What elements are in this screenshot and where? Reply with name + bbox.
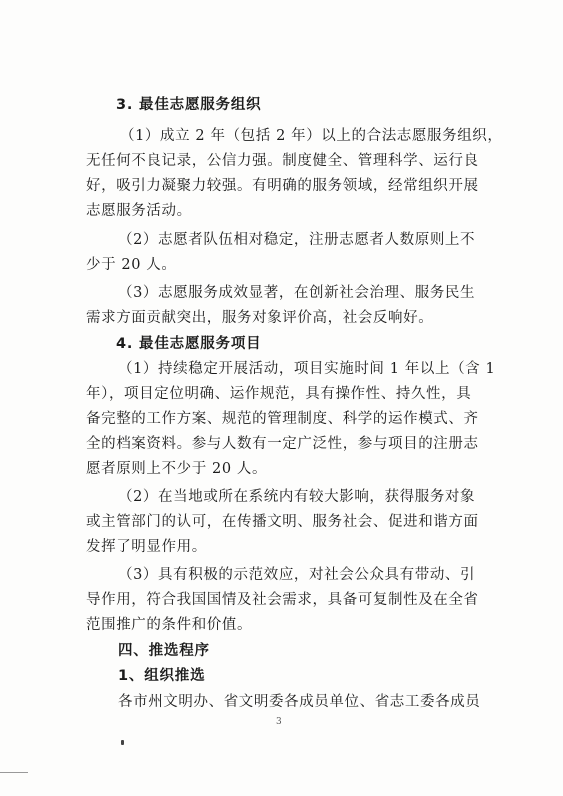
paragraph-line: （3）志愿服务成效显著，在创新社会治理、服务民生 bbox=[118, 285, 476, 301]
paragraph-line: （3）具有积极的示范效应，对社会公众具有带动、引 bbox=[118, 567, 476, 583]
paragraph-line: 需求方面贡献突出，服务对象评价高，社会反响好。 bbox=[86, 310, 434, 326]
paragraph-line: 志愿服务活动。 bbox=[86, 203, 192, 219]
paragraph-line: 年），项目定位明确、运作规范，具有操作性、持久性，具 bbox=[86, 386, 472, 402]
scan-edge-mark bbox=[0, 772, 28, 773]
paragraph-line: （1）成立 2 年（包括 2 年）以上的合法志愿服务组织， bbox=[120, 128, 503, 144]
paragraph-line: 全的档案资料。参与人数有一定广泛性，参与项目的注册志 bbox=[86, 436, 479, 452]
paragraph-line: 备完整的工作方案、规范的管理制度、科学的运作模式、齐 bbox=[86, 411, 479, 427]
section-heading-best-organization: 3. 最佳志愿服务组织 bbox=[116, 97, 262, 113]
scan-speck bbox=[121, 740, 124, 745]
paragraph-line: 或主管部门的认可，在传播文明、服务社会、促进和谐方面 bbox=[86, 514, 479, 530]
paragraph-line: 各市州文明办、省文明委各成员单位、省志工委各成员 bbox=[118, 694, 481, 710]
paragraph-line: 范围推广的条件和价值。 bbox=[86, 617, 253, 633]
paragraph-line: （2）在当地或所在系统内有较大影响，获得服务对象 bbox=[118, 489, 476, 505]
paragraph-line: 导作用，符合我国国情及社会需求，具备可复制性及在全省 bbox=[86, 592, 479, 608]
subheading-organization: 1、组织推选 bbox=[118, 668, 206, 684]
paragraph-line: （2）志愿者队伍相对稳定，注册志愿者人数原则上不 bbox=[118, 232, 476, 248]
paragraph-line: 好，吸引力凝聚力较强。有明确的服务领域，经常组织开展 bbox=[86, 178, 479, 194]
paragraph-line: 发挥了明显作用。 bbox=[86, 539, 207, 555]
section-heading-best-project: 4. 最佳志愿服务项目 bbox=[116, 336, 262, 352]
paragraph-line: 愿者原则上不少于 20 人。 bbox=[86, 461, 268, 477]
page-number: 3 bbox=[276, 717, 282, 727]
section-heading-selection-procedure: 四、推选程序 bbox=[118, 643, 210, 659]
paragraph-line: 无任何不良记录，公信力强。制度健全、管理科学、运行良 bbox=[86, 153, 479, 169]
paragraph-line: 少于 20 人。 bbox=[86, 257, 177, 273]
paragraph-line: （1）持续稳定开展活动，项目实施时间 1 年以上（含 1 bbox=[118, 361, 496, 377]
